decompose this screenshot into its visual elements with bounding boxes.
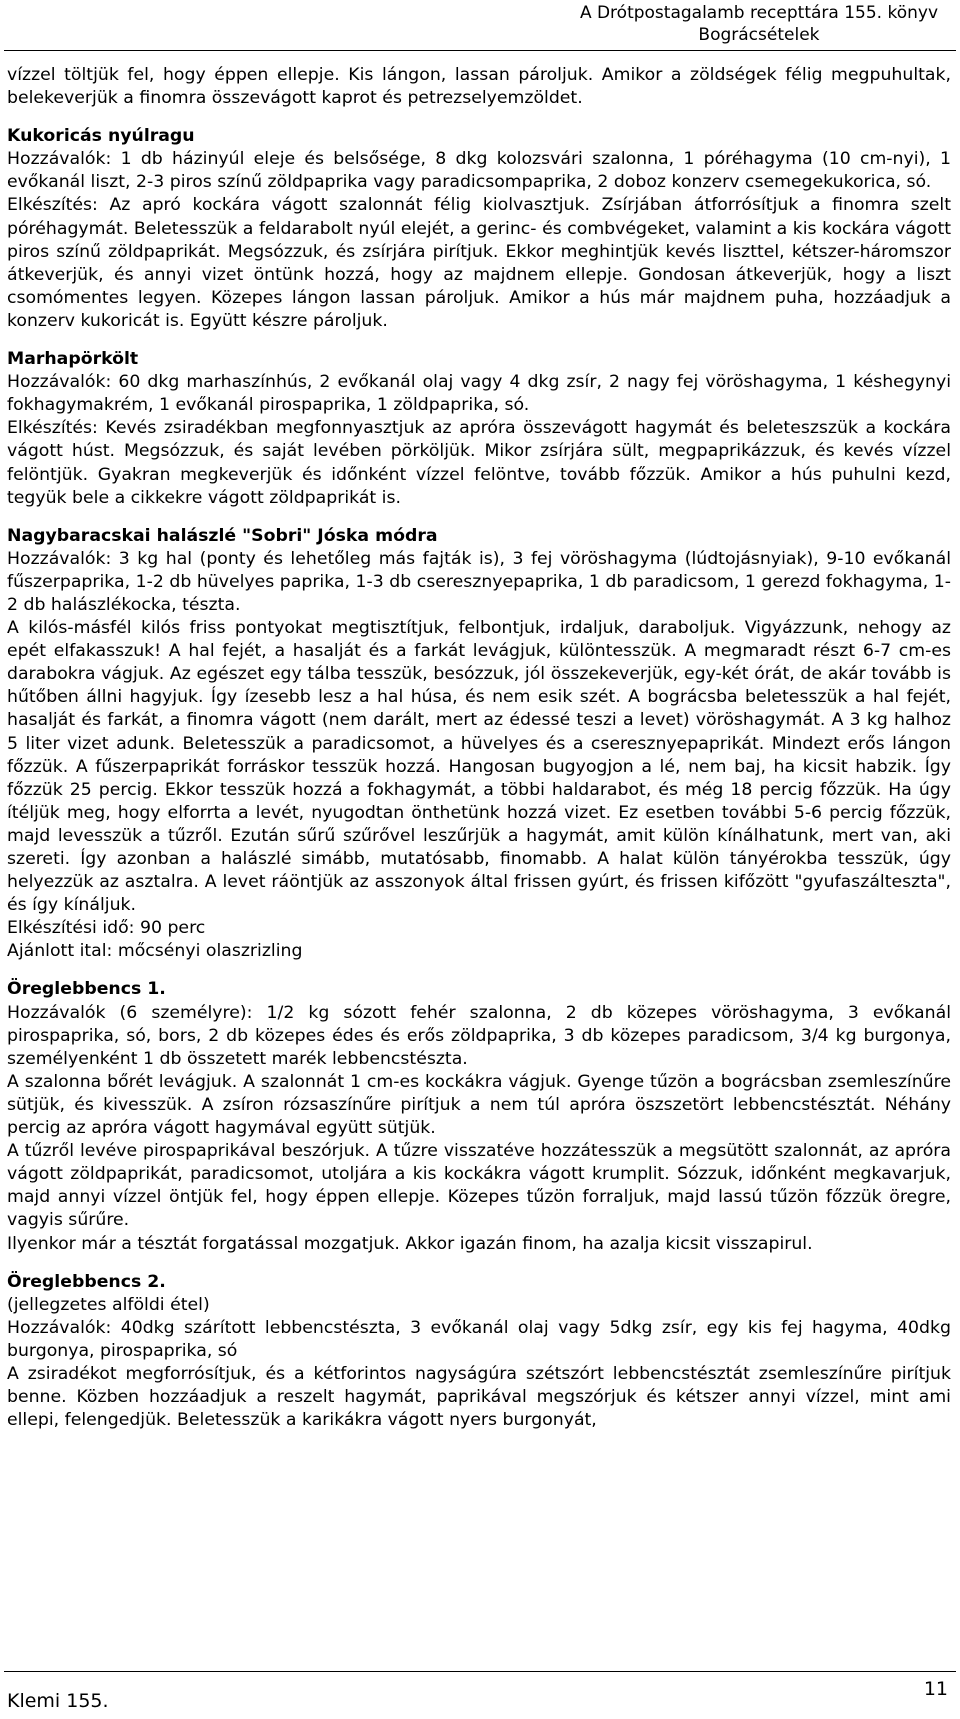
recipe-paragraph: Elkészítés: Az apró kockára vágott szalonnát félig kiolvasztjuk. Zsírjában átforrósítjuk a finomra szelt póréhagymát. Beletesszük a feldarabolt nyúl elejét, a gerinc- és combvégeket, valamint a kis kockára vágott piros színű zöldpaprikát. Megsózzuk, és zsírjára pirítjuk. Ekkor meghintjük kevés liszttel, kétszer-háromszor átkeverjük, és annyi vizet öntünk hozzá, hogy az majdnem ellepje. Gondosan átkeverjük, hogy a liszt csomómentes legyen. Közepes lángon lassan pároljuk. Amikor a hús már majdnem puha, hozzáadjuk a konzerv kukoricát is. Együtt készre pároljuk. [7, 195, 951, 331]
book-title: A Drótpostagalamb recepttára 155. könyv [579, 3, 938, 23]
recipe-paragraph: Elkészítési idő: 90 perc [7, 918, 206, 939]
recipe-paragraph: A zsiradékot megforrósítjuk, és a kétforintos nagyságúra szétszórt lebbencstésztát zsemleszínűre pirítjuk benne. Közben hozzáadjuk a reszelt hagymát, paprikával megszórjuk és kétszer annyi vízzel, mint ami ellepi, felengedjük. Beletesszük a karikákra vágott nyers burgonyát, [7, 1363, 951, 1431]
header-divider [4, 50, 956, 51]
recipe-oreglebbencs-2 [7, 1271, 951, 1433]
recipe-paragraph: Hozzávalók: 40dkg szárított lebbencstészta, 3 evőkanál olaj vagy 5dkg zsír, egy kis fej hagyma, 40dkg burgonya, pirospaprika, só [7, 1317, 951, 1361]
recipe-oreglebbencs-1 [7, 978, 951, 1255]
recipe-paragraph: Hozzávalók: 60 dkg marhaszínhús, 2 evőkanál olaj vagy 4 dkg zsír, 2 nagy fej vöröshagyma, 1 késhegynyi fokhagymakrém, 1 evőkanál pirospaprika, 1 zöldpaprika, só. [7, 372, 951, 416]
recipe-paragraph: Hozzávalók: 3 kg hal (ponty és lehetőleg más fajták is), 3 fej vöröshagyma (lúdtojásnyiak), 9-10 evőkanál fűszerpaprika, 1-2 db hüvelyes paprika, 1-3 db cseresznyepaprika, 1 db paradicsom, 1 gerezd fokhagyma, 1-2 db halászlékocka, tészta. [7, 548, 951, 615]
recipe-title: Marhapörkölt [7, 349, 139, 370]
page-number: 11 [923, 1678, 948, 1700]
recipe-paragraph: Hozzávalók: 1 db házinyúl eleje és belsősége, 8 dkg kolozsvári szalonna, 1 póréhagyma (10 cm-nyi), 1 evőkanál liszt, 2-3 piros színű zöldpaprika vagy paradicsompaprika, 2 doboz konzerv csemegekukorica, só. [7, 149, 951, 193]
recipe-paragraph: Ilyenkor már a tésztát forgatással mozgatjuk. Akkor igazán finom, ha azalja kicsit visszapirul. [7, 1233, 813, 1254]
recipe-paragraph: A tűzről levéve pirospaprikával beszórjuk. A tűzre visszatéve hozzátesszük a megsütött szalonnát, az apróra vágott zöldpaprikát, paradicsomot, utoljára a kis kockákra vágott krumplit. Sózzuk, időnként megkavarjuk, majd annyi vízzel öntjük fel, hogy éppen ellepje. Közepes tűzön forraljuk, majd lassú tűzön főzzük öregre, vagyis sűrűre. [7, 1141, 951, 1231]
recipe-paragraph: Elkészítés: Kevés zsiradékban megfonnyasztjuk az apróra összevágott hagymát és beleteszszük a kockára vágott húst. Megsózzuk, és saját levében pörköljük. Mikor zsírjára sült, megpaprikázzuk, és kevés vízzel felöntjük. Gyakran megkeverjük és időnként vízzel felöntve, tovább főzzük. Amikor a hús puhulni kezd, tegyük bele a cikkekre vágott zöldpaprikát is. [7, 418, 951, 508]
page-body [7, 64, 951, 1432]
recipe-title: Kukoricás nyúlragu [7, 126, 195, 147]
recipe-paragraph: Ajánlott ital: mőcsényi olaszrizling [7, 941, 303, 962]
recipe-title: Öreglebbencs 2. [7, 1271, 166, 1292]
footer-divider [4, 1671, 956, 1672]
recipe-title: Nagybaracskai halászlé "Sobri" Jóska módra [7, 525, 438, 546]
running-header [580, 2, 938, 46]
recipe-paragraph: A kilós-másfél kilós friss pontyokat megtisztítjuk, felbontjuk, irdaljuk, daraboljuk. Vigyázzunk, nehogy az epét elfakasszuk! A hal fejét, a hasalját és a farkát levágjuk, különtesszük. A megmaradt részt 6-7 cm-es darabokra vágjuk. Az egészet egy tálba tesszük, besózzuk, jól összekeverjük, egy-két órát, de akár tovább is hűtőben állni hagyjuk. Így ízesebb lesz a hal húsa, és nem esik szét. A bográcsba beletesszük a hal fejét, hasalját és farkát, a finomra vágott (nem darált, mert az édessé teszi a levet) vöröshagymát. A 3 kg halhoz 5 liter vizet adunk. Beletesszük a paradicsomot, a hüvelyes és a cseresznyepaprikát. Mindezt erős lángon főzzük. A fűszerpaprikát forráskor tesszük hozzá. Hangosan bugyogjon a lé, nem baj, ha kicsit habzik. Így főzzük 25 percig. Ekkor tesszük hozzá a fokhagymát, a többi haldarabot, és még 18 percig főzzük. Ha úgy ítéljük meg, hogy elforrta a levét, nyugodtan önthetünk hozzá vizet. Ez esetben további 5-6 percig főzzük, majd levesszük a tűzről. Ezután sűrű szűrővel leszűrjük a hagymát, amit külön kínálhatunk, mert van, aki szereti. Így azonban a halászlé simább, mutatósabb, finomabb. A halat külön tányérokba tesszük, úgy helyezzük az asztalra. A levet ráöntjük az asszonyok által frissen gyúrt, és frissen kifőzött "gyufaszálteszta", és így kínáljuk. [7, 618, 951, 916]
chapter-title: Bográcsételek [698, 25, 820, 45]
recipe-marhaporkolt [7, 348, 951, 510]
intro-paragraph: vízzel töltjük fel, hogy éppen ellepje. Kis lángon, lassan pároljuk. Amikor a zöldségek félig megpuhultak, belekeverjük a finomra összevágott kaprot és petrezselyemzöldet. [7, 65, 951, 109]
footer-label: Klemi 155. [7, 1690, 109, 1712]
recipe-title: Öreglebbencs 1. [7, 979, 166, 1000]
recipe-paragraph: Hozzávalók (6 személyre): 1/2 kg sózott fehér szalonna, 2 db közepes vöröshagyma, 3 evőkanál pirospaprika, só, bors, 2 db közepes édes és erős zöldpaprika, 3 db közepes paradicsom, 3/4 kg burgonya, személyenként 1 db összetett marék lebbencstészta. [7, 1002, 951, 1069]
recipe-kukoricas-nyulragu [7, 125, 951, 333]
recipe-paragraph: (jellegzetes alföldi étel) [7, 1294, 210, 1315]
recipe-halaszle [7, 525, 951, 964]
recipe-paragraph: A szalonna bőrét levágjuk. A szalonnát 1 cm-es kockákra vágjuk. Gyenge tűzön a bográcsban zsemleszínűre sütjük, és kivesszük. A zsíron rózsaszínűre pirítjuk a nem túl apróra öszszetört lebbencstésztát. Néhány percig az apróra vágott hagymával együtt sütjük. [7, 1071, 951, 1139]
